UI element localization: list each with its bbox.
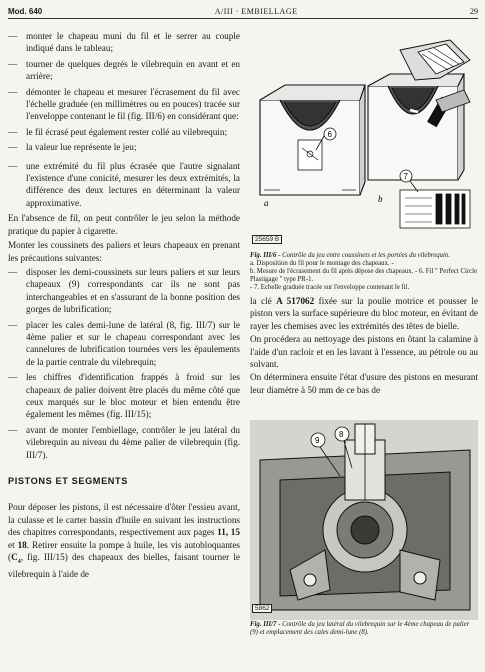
- list-item: — monter le chapeau muni du fil et le serrer au couple indiqué dans le tableau;: [8, 31, 240, 54]
- right-column-text: [250, 295, 478, 397]
- page-header: [8, 4, 478, 18]
- list-item: — disposer les demi-coussinets sur leurs paliers et sur leurs chapeaux (9) correspondants car ils ne sont pas interchangeables et en s'assurant de la bonne position des gorges de lubrification;: [8, 266, 240, 315]
- list-item: — les chiffres d'identification frappés à froid sur les chapeaux de palier doivent être placés du même côté que ceux marqués sur le bloc moteur et bien entendu être également les mêmes (fig. III/15);: [8, 372, 240, 420]
- list-item: — tourner de quelques degrés le vilebrequin en avant et en arrière;: [8, 58, 240, 82]
- list-item: — avant de monter l'embiellage, contrôler le jeu latéral du vilebrequin au niveau du 4ème palier de vilebrequin (fig. III/7).: [8, 424, 240, 460]
- bearing-plastigage-illustration: [250, 30, 478, 252]
- callout-6-label: 6: [327, 130, 332, 139]
- list-item: — le fil écrasé peut également rester collé au vilebrequin;: [8, 126, 228, 137]
- section-title: A/III · EMBIELLAGE: [214, 6, 298, 16]
- figure-iii-6: [250, 30, 478, 252]
- paragraph: En l'absence de fil, on peut contrôler le jeu selon la méthode pratique du papier à cigarette.: [8, 213, 240, 236]
- crankshaft-endplay-illustration: [250, 420, 478, 620]
- left-column: [8, 30, 240, 583]
- callout-8-label: 8: [339, 430, 344, 439]
- paragraph: Pour déposer les pistons, il est nécessaire d'ôter l'essieu avant, la culasse et le carter bassin d'huile en suivant les instructions des chapitres correspondants, respectivement aux pages 11, 15 et 18. Retirer ensuite la pompe à huile, les vis autobloquantes ($C_4$, fig. III/15) des chapeaux des bielles, faisant tourner le vilebrequin à l'aide de: [8, 502, 240, 580]
- procedure-list-1: [8, 30, 240, 209]
- section-heading: PISTONS ET SEGMENTS: [8, 476, 128, 486]
- tool-ref: A 517062: [276, 296, 315, 306]
- callout-9-label: 9: [315, 436, 320, 445]
- paragraph: On procédera au nettoyage des pistons en ôtant la calamine à l'aide d'un racloir et en les lavant à l'essence, au pétrole ou au solvant.: [250, 334, 478, 370]
- bearing-cap-a: [260, 85, 365, 195]
- bearing-cap-b: [368, 74, 464, 180]
- list-item: — placer les cales demi-lune de latéral (8, fig. III/7) sur le 4ème palier et sur le chapeau correspondant avec les cannelures de lubrification tournées vers les épaulements de la partie centrale du vilebrequin;: [8, 319, 240, 367]
- list-item: — démonter le chapeau et mesurer l'écrasement du fil avec l'échelle graduée (en millimètres ou en pouces) tracée sur l'enveloppe contenant le fil (fig. III/6) en considérant que:: [8, 86, 240, 122]
- paragraph: On déterminera ensuite l'état d'usure des pistons en mesurant leur diamètre à 50 mm de ce bas de: [250, 372, 478, 395]
- page-ref: 18: [17, 539, 27, 550]
- paragraph: Monter les coussinets des paliers et leurs chapeaux en prenant les précautions suivantes:: [8, 240, 240, 263]
- label-a: a: [264, 198, 269, 208]
- page-number: 29: [470, 6, 478, 16]
- gauge-scale: [400, 190, 470, 228]
- paragraph: la clé A 517062 fixée sur la poulie motrice et pousser le piston vers la surface supérieure du bloc moteur, en évitant de rayer les chemises avec les extrémités des têtes de bielle.: [250, 296, 478, 331]
- label-b: b: [378, 194, 383, 204]
- figure-id: 5862: [252, 604, 272, 613]
- figure-iii-7-caption: Fig. III/7 - Contrôle du jeu latéral du vilebrequin sur le 4ème chapeau de palier (9) et emplacement des cales demi-lune (8).: [250, 621, 470, 636]
- list-item: — une extrémité du fil plus écrasée que l'autre signalant l'existence d'une conicité, mesurer les deux extrémités, la différence des deux lectures en déterminant la valeur approximative.: [8, 160, 240, 208]
- figure-iii-6-caption: Fig. III/6 - Contrôle du jeu entre coussinets et les portées du vilebrequin. a. Disposition du fil pour le montage des chapeaux. - b. Mesure de l'écrasement du fil après dépose des chapeaux. - 6. Fil " Perfect Circle Plastigage " type PR-1. - 7. Echelle graduée tracée sur l'enveloppe contenant le fil.: [250, 252, 478, 291]
- procedure-list-2: [8, 266, 240, 461]
- part-ref: $C_4$: [11, 552, 21, 565]
- figure-id: 25659 B: [252, 235, 282, 244]
- page-ref: 11, 15: [217, 527, 240, 538]
- figure-iii-7: [250, 420, 478, 620]
- callout-7-label: 7: [403, 172, 408, 181]
- model-label: Mod. 640: [8, 6, 43, 16]
- list-item: — la valeur lue représente le jeu;: [8, 142, 137, 153]
- header-rule: [8, 18, 478, 19]
